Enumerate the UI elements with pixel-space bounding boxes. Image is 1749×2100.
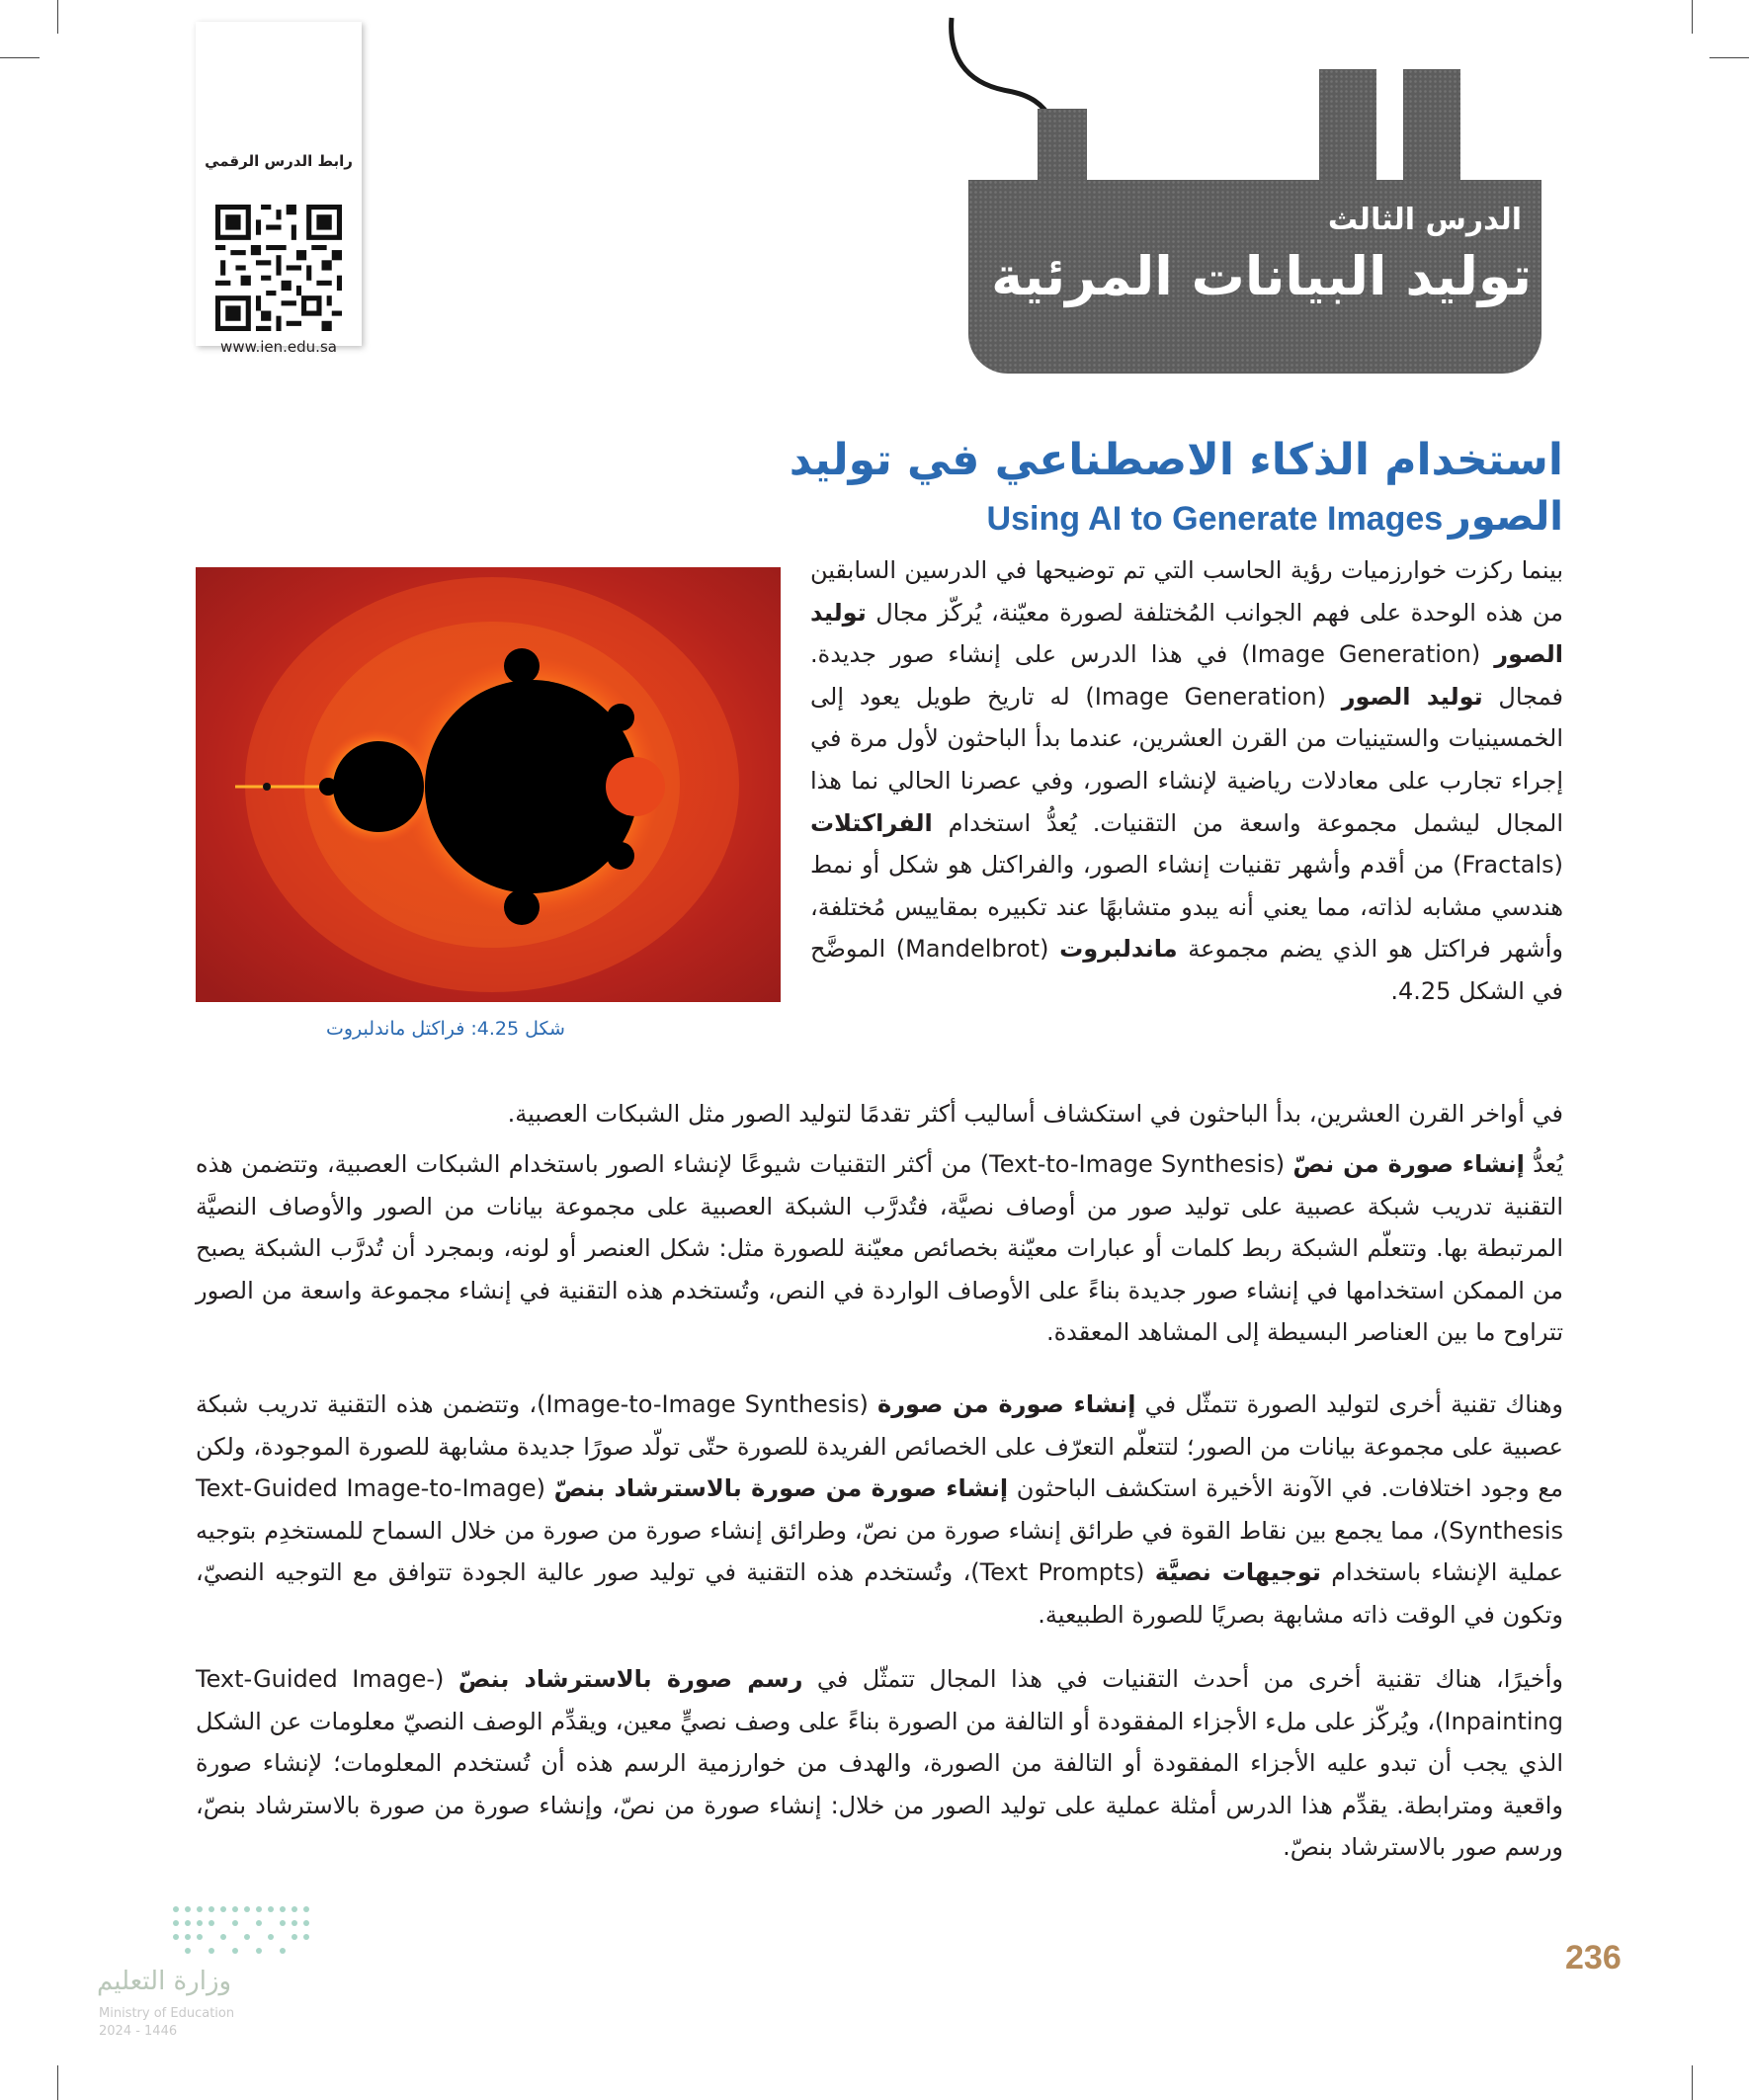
lesson-title: توليد البيانات المرئية (991, 245, 1532, 307)
text-run: (Mandelbrot) الموضَّح في الشكل 4.25. (810, 935, 1563, 1005)
section-title-line2 (987, 494, 1563, 540)
section-title-ar-line2: الصور (1448, 494, 1563, 540)
term-image-to-image: إنشاء صورة من صورة (877, 1390, 1136, 1418)
text-run: (Text-Guided Image-to-Image Synthesis)، مما يجمع بين نقاط القوة في طرائق إنشاء صورة من نصّ، وطرائق إنشاء صورة من صورة من خلال السماح للمستخدِم بتوجيه عملية الإنشاء باستخدام (196, 1474, 1564, 1587)
text-run: (Text-to-Image Synthesis) من أكثر التقنيات شيوعًا لإنشاء الصور باستخدام الشبكات العصبية، وتتضمن هذه التقنية تدريب شبكة عصبية على توليد صور من أوصاف نصيَّة، فتُدرَّب الشبكة العصبية على مجموعة بيانات من الصور والأوصاف النصيَّة المرتبطة بها. وتتعلّم الشبكة ربط كلمات أو عبارات معيّنة بخصائص معيّنة للصورة مثل: شكل العنصر أو لونه، وبمجرد أن تُدرَّب الشبكة يصبح من الممكن استخدامها في إنشاء صور جديدة بناءً على الأوصاف الواردة في النص، وتُستخدم هذه التقنية في إنشاء مجموعة واسعة من الصور تتراوح ما بين العناصر البسيطة إلى المشاهد المعقدة. (196, 1150, 1563, 1347)
term-text-prompts: توجيهات نصيَّة (1154, 1558, 1321, 1587)
text-run: (Image Generation) في هذا الدرس على إنشاء صور جديدة. فمجال (810, 640, 1563, 711)
text-run: يُعدُّ (1524, 1150, 1564, 1178)
ministry-name-ar: وزارة التعليم (97, 1967, 232, 1996)
ministry-name-en: Ministry of Education (99, 2006, 235, 2021)
plug-prong (1403, 69, 1460, 188)
text-run: بينما ركزت خوارزميات رؤية الحاسب التي تم توضيحها في الدرسين السابقين من هذه الوحدة على فهم الجوانب المُختلفة لصورة معيّنة، يُركّز مجال (810, 556, 1563, 627)
text-run: وهناك تقنية أخرى لتوليد الصورة تتمثّل في (1135, 1390, 1563, 1418)
mandelbrot-fractal-image (196, 567, 781, 1002)
term-text-guided-inpainting: رسم صورة بالاسترشاد بنصّ (458, 1665, 803, 1693)
ministry-year: 2024 - 1446 (99, 2024, 178, 2039)
text-run: (Fractals) من أقدم وأشهر تقنيات إنشاء الصور، والفراكتل هو شكل أو نمط هندسي مشابه لذاته، مما يعني أنه يبدو متشابهًا عند تكبيره بمقاييس مُختلفة، وأشهر فراكتل هو الذي يضم مجموعة (810, 851, 1563, 964)
qr-url[interactable]: www.ien.edu.sa (220, 338, 337, 356)
plug-prong (1038, 109, 1087, 188)
text-run: (Text-Guided Image-Inpainting)، ويُركّز على ملء الأجزاء المفقودة أو التالفة من الصورة بناءً على وصف نصيٍّ معين، ويقدِّم الوصف النصيّ معلومات عن الشكل الذي يجب أن تبدو عليه الأجزاء المفقودة أو التالفة من الصورة، والهدف من خوارزمية الرسم هذه أن تُستخدم المعلومات؛ لإنشاء صورة واقعية ومترابطة. يقدِّم هذا الدرس أمثلة عملية على توليد الصور من خلال: إنشاء صورة من نصّ، وإنشاء صورة من صورة بالاسترشاد بنصّ، ورسم صور بالاسترشاد بنصّ. (196, 1665, 1563, 1862)
paragraph-image-to-image (196, 1384, 1563, 1637)
cable-illustration (0, 0, 1749, 198)
term-image-generation: توليد الصور (810, 598, 1564, 669)
paragraph-text-to-image (196, 1143, 1563, 1354)
qr-label: رابط الدرس الرقمي (205, 152, 353, 170)
lesson-number: الدرس الثالث (1327, 203, 1522, 237)
text-run: (Image Generation) له تاريخ طويل يعود إلى الخمسينيات والستينيات من القرن العشرين، عندما بدأ الباحثون لأول مرة في إجراء تجارب على معادلات رياضية لإنشاء الصور، وفي عصرنا الحالي نما هذا المجال ليشمل مجموعة واسعة من التقنيات. يُعدُّ استخدام (810, 682, 1563, 837)
paragraph-neural-networks: في أواخر القرن العشرين، بدأ الباحثون في استكشاف أساليب أكثر تقدمًا لتوليد الصور مثل الشبكات العصبية. (507, 1100, 1563, 1128)
plug-prong (1319, 69, 1376, 188)
paragraph-intro (810, 549, 1563, 1013)
qr-code-icon[interactable] (215, 205, 342, 331)
section-title-ar: استخدام الذكاء الاصطناعي في توليد (789, 435, 1563, 485)
term-text-to-image: إنشاء صورة من نصّ (1292, 1150, 1525, 1178)
paragraph-inpainting (196, 1658, 1563, 1869)
term-image-generation: توليد الصور (1341, 682, 1483, 711)
page-number: 236 (1565, 1939, 1622, 1976)
text-run: (Text Prompts)، وتُستخدم هذه التقنية في توليد صور عالية الجودة تتوافق مع التوجيه النصيّ، وتكون في الوقت ذاته مشابهة بصريًا للصورة الطبيعية. (196, 1558, 1563, 1629)
text-run: وأخيرًا، هناك تقنية أخرى من أحدث التقنيات في هذا المجال تتمثّل في (802, 1665, 1564, 1693)
term-mandelbrot: ماندلبروت (1059, 935, 1178, 964)
term-text-guided-image-to-image: إنشاء صورة من صورة بالاسترشاد بنصّ (553, 1474, 1009, 1503)
term-fractals: الفراكتلات (810, 808, 933, 837)
crop-mark (1692, 2065, 1693, 2100)
text-run: (Image-to-Image Synthesis)، وتتضمن هذه التقنية تدريب شبكة عصبية على مجموعة بيانات من الصور؛ لتتعلّم التعرّف على الخصائص الفريدة للصورة حتّى تولّد صورًا جديدة مشابهة للصورة الموجودة، ولكن مع وجود اختلافات. في الآونة الأخيرة استكشف الباحثون (196, 1390, 1563, 1503)
section-title-en: Using AI to Generate Images (986, 500, 1444, 538)
figure-caption: شكل 4.25: فراكتل ماندلبروت (326, 1018, 565, 1040)
crop-mark (57, 2065, 58, 2100)
